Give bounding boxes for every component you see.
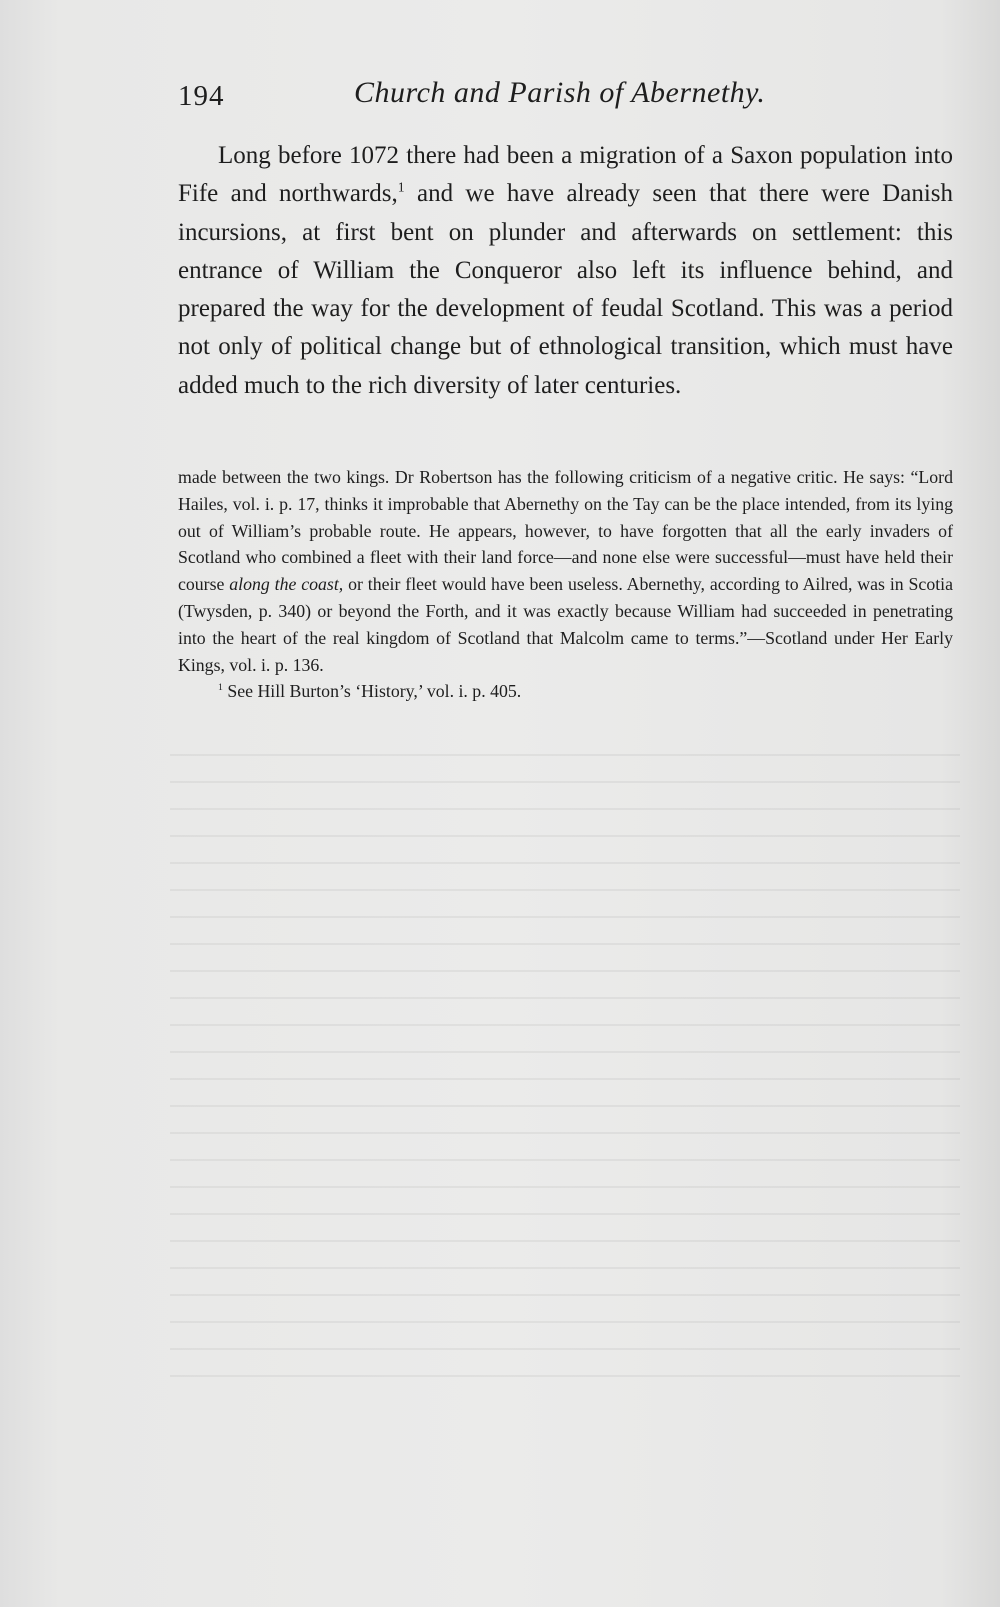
footnote-italic-phrase: along the coast, (229, 574, 344, 595)
footnote-reference: 1 (397, 179, 405, 195)
footnotes (178, 464, 953, 705)
footnote-1 (178, 678, 953, 705)
footnote-continued-part-2: or their fleet would have been useless. Abernethy, according to Ailred, was in Scotia (Twysden, p. 340) or beyond the Forth, and it was exactly because William had succeeded in penetrating into the heart of the real kingdom of Scotland that Malcolm came to terms.”—Scotland under Her Early Kings, vol. i. p. 136. (178, 574, 953, 675)
body-paragraph (178, 137, 953, 405)
body-text-part-1: Long before 1072 there had been a migration of a Saxon population into Fife and northwards, (178, 142, 953, 208)
show-through-texture (170, 740, 960, 1380)
page-number: 194 (178, 80, 225, 112)
body-text-part-2: and we have already seen that there were Danish incursions, at first bent on plunder and afterwards on settlement: this entrance of William the Conqueror also left its influence behind, and prepared the way for the development of feudal Scotland. This was a period not only of political change but of ethnological transition, which must have added much to the rich diversity of later centuries. (178, 180, 953, 399)
footnote-1-text: See Hill Burton’s ‘History,’ vol. i. p. 405. (222, 681, 522, 702)
running-title: Church and Parish of Abernethy. (354, 76, 766, 109)
footnote-1-marker: 1 (218, 682, 223, 694)
footnote-continued-part-1: made between the two kings. Dr Robertson has the following criticism of a negative critic. He says: “Lord Hailes, vol. i. p. 17, thinks it improbable that Abernethy on the Tay can be the place intended, from its lying out of William’s probable route. He appears, however, to have forgotten that all the early invaders of Scotland who combined a fleet with their land force—and none else were successful—must have held their course (178, 467, 953, 595)
page-header (178, 76, 798, 120)
footnote-continued (178, 464, 953, 678)
